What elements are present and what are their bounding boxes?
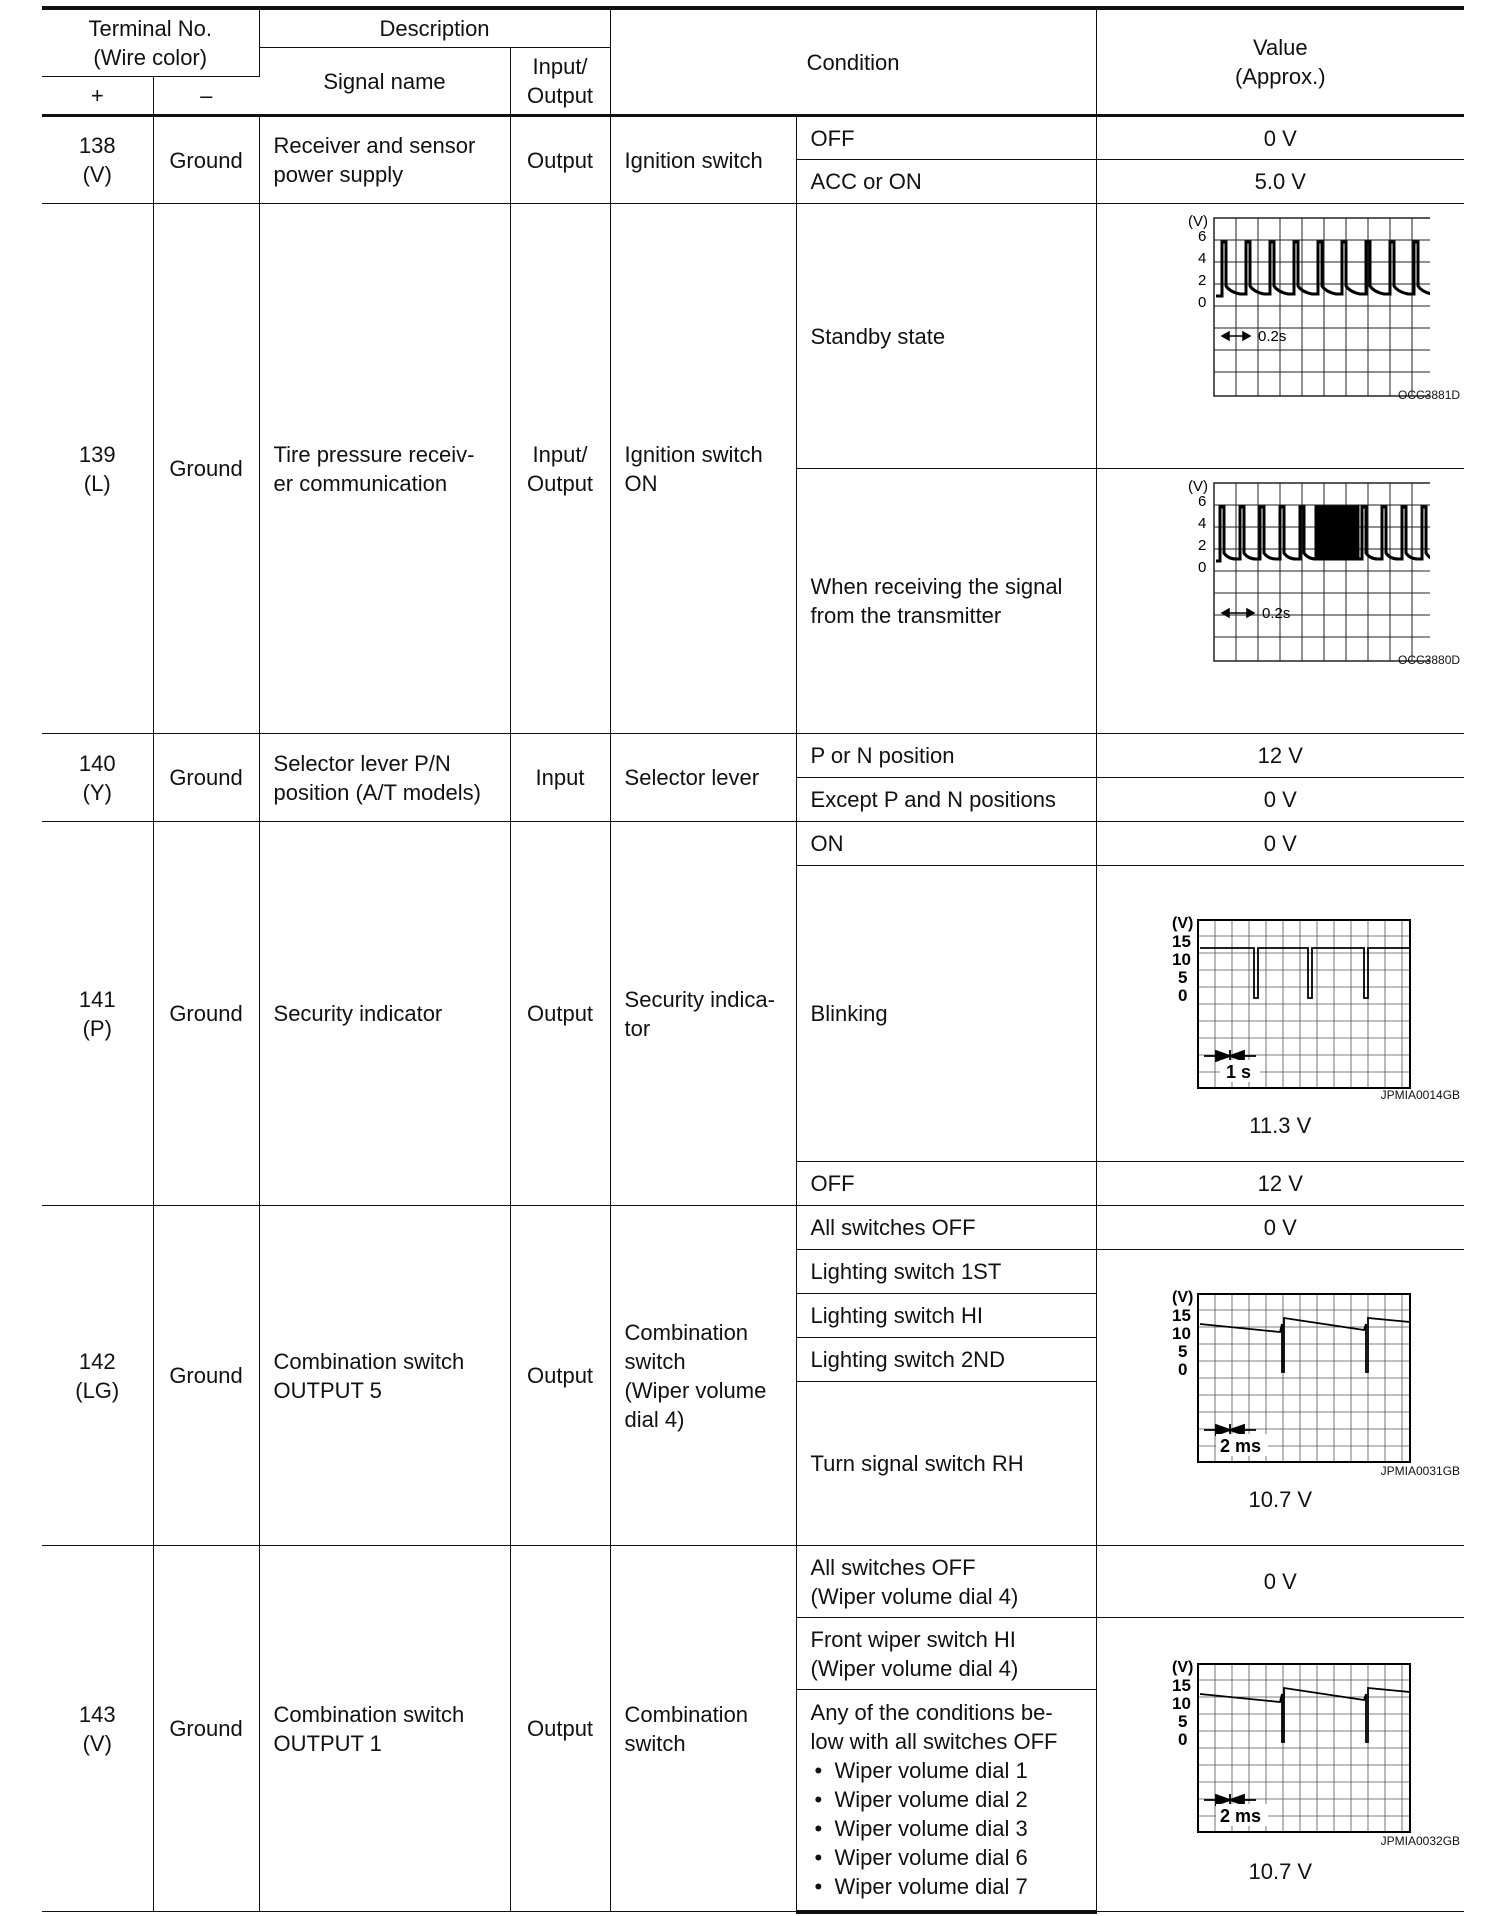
io-cell bbox=[510, 204, 610, 734]
time-division-label: 1 s bbox=[1226, 1062, 1252, 1082]
sub-condition-line-1: Any of the conditions be- bbox=[810, 1700, 1053, 1726]
y-tick-label: 5 bbox=[1178, 968, 1188, 987]
time-division-label: 0.2s bbox=[1262, 605, 1291, 622]
signal-name-cell bbox=[259, 1546, 510, 1912]
terminal-140 bbox=[42, 734, 153, 822]
list-item: • Wiper volume dial 6 bbox=[811, 1843, 1082, 1872]
waveform-value: 11.3 V bbox=[1249, 1113, 1312, 1138]
sub-condition: ACC or ON bbox=[796, 160, 1096, 204]
header-value-label: Value bbox=[1252, 35, 1308, 60]
signal-name-cell bbox=[259, 204, 510, 734]
time-scale-marker bbox=[1222, 609, 1254, 617]
figure-id: OCC3881D bbox=[1398, 388, 1461, 402]
sub-condition bbox=[796, 1618, 1096, 1690]
header-terminal-no bbox=[42, 8, 259, 77]
value-cell: 0 V bbox=[1096, 1206, 1464, 1250]
waveform-cell bbox=[1096, 866, 1464, 1162]
sub-condition: Lighting switch HI bbox=[796, 1294, 1096, 1338]
sub-condition-line-2: low with all switches OFF bbox=[810, 1729, 1058, 1755]
figure-id: JPMIA0014GB bbox=[1380, 1088, 1461, 1102]
y-unit-label: (V) bbox=[1172, 1289, 1194, 1306]
sub-condition: Standby state bbox=[796, 204, 1096, 469]
sub-condition-line-2: from the transmitter bbox=[810, 603, 1002, 628]
y-tick-label: 10 bbox=[1172, 1324, 1192, 1343]
terminal-143 bbox=[42, 1546, 153, 1912]
signal-line-1: Combination switch bbox=[273, 1701, 465, 1727]
condition-line-1: Security indica- bbox=[624, 986, 775, 1012]
condition-line-2: ON bbox=[624, 470, 658, 496]
bullet-list bbox=[811, 1756, 1082, 1901]
condition-line-1: Combination bbox=[624, 1319, 749, 1345]
condition-cell bbox=[610, 1206, 796, 1546]
sub-condition: Lighting switch 2ND bbox=[796, 1338, 1096, 1382]
waveform-output5 bbox=[1130, 1284, 1430, 1474]
y-unit-label: (V) bbox=[1172, 915, 1194, 932]
terminal-number: 139 bbox=[78, 441, 116, 467]
io-cell: Output bbox=[510, 1206, 610, 1546]
y-tick-label: 5 bbox=[1178, 1342, 1188, 1361]
waveform-value: 10.7 V bbox=[1248, 1859, 1313, 1884]
header-wire-color-label: (Wire color) bbox=[93, 45, 208, 70]
waveform-standby bbox=[1130, 208, 1430, 404]
terminal-142 bbox=[42, 1206, 153, 1546]
signal-line-2: OUTPUT 5 bbox=[273, 1377, 382, 1403]
header-approx-label: (Approx.) bbox=[1235, 64, 1326, 89]
value-cell: 5.0 V bbox=[1096, 160, 1464, 204]
figure-id: JPMIA0032GB bbox=[1380, 1834, 1461, 1848]
list-item: • Wiper volume dial 1 bbox=[811, 1756, 1082, 1785]
sub-condition-line-2: (Wiper volume dial 4) bbox=[810, 1583, 1019, 1609]
io-line-1: Input/ bbox=[532, 441, 588, 467]
condition-line-2: switch bbox=[624, 1730, 686, 1756]
condition-cell bbox=[610, 204, 796, 734]
y-tick-label: 0 bbox=[1198, 559, 1207, 576]
y-tick-label: 2 bbox=[1198, 272, 1207, 289]
condition-cell bbox=[610, 822, 796, 1206]
y-unit-label: (V) bbox=[1172, 1659, 1194, 1676]
signal-line-1: Receiver and sensor bbox=[273, 133, 476, 158]
ground-cell: Ground bbox=[153, 116, 259, 204]
terminal-number: 142 bbox=[78, 1348, 116, 1374]
sub-condition bbox=[796, 469, 1096, 734]
signal-trace bbox=[1200, 1688, 1410, 1742]
terminal-138 bbox=[42, 116, 153, 204]
y-tick-label: 5 bbox=[1178, 1712, 1188, 1731]
value-cell: 0 V bbox=[1096, 778, 1464, 822]
time-division-label: 0.2s bbox=[1258, 328, 1287, 345]
waveform-receiving bbox=[1130, 473, 1430, 669]
sub-condition-line-1: When receiving the signal bbox=[810, 574, 1063, 599]
header-io-label-2: Output bbox=[527, 83, 594, 108]
io-cell: Output bbox=[510, 1546, 610, 1912]
header-description: Description bbox=[259, 8, 610, 48]
value-cell: 0 V bbox=[1096, 1546, 1464, 1618]
header-signal-name: Signal name bbox=[259, 48, 510, 116]
sub-condition bbox=[796, 1546, 1096, 1618]
condition-line-3: (Wiper volume bbox=[624, 1377, 767, 1403]
condition-line-2: switch bbox=[624, 1348, 686, 1374]
terminal-number: 138 bbox=[78, 133, 116, 158]
ground-cell: Ground bbox=[153, 822, 259, 1206]
signal-line-2: OUTPUT 1 bbox=[273, 1730, 382, 1756]
wire-color: (Y) bbox=[82, 779, 112, 805]
signal-name-cell: Security indicator bbox=[259, 822, 510, 1206]
y-unit-label: (V) bbox=[1188, 213, 1209, 230]
header-value bbox=[1096, 8, 1464, 116]
io-cell: Output bbox=[510, 822, 610, 1206]
signal-line-1: Selector lever P/N bbox=[273, 750, 451, 776]
waveform-cell bbox=[1096, 204, 1464, 469]
sub-condition-line-1: Front wiper switch HI bbox=[810, 1626, 1016, 1652]
ground-cell: Ground bbox=[153, 1546, 259, 1912]
time-division-label: 2 ms bbox=[1220, 1806, 1262, 1826]
y-unit-label: (V) bbox=[1188, 478, 1209, 495]
signal-trace bbox=[1216, 242, 1430, 296]
y-tick-label: 6 bbox=[1198, 493, 1207, 510]
io-line-2: Output bbox=[527, 470, 594, 496]
figure-id: OCC3880D bbox=[1398, 653, 1461, 667]
sub-condition bbox=[796, 1690, 1096, 1912]
header-io-label-1: Input/ bbox=[532, 54, 588, 79]
y-tick-label: 15 bbox=[1172, 932, 1192, 951]
y-tick-label: 10 bbox=[1172, 950, 1192, 969]
condition-line-2: tor bbox=[624, 1015, 651, 1041]
terminal-139 bbox=[42, 204, 153, 734]
sub-condition-line-2: (Wiper volume dial 4) bbox=[810, 1655, 1019, 1681]
ground-cell: Ground bbox=[153, 204, 259, 734]
wire-color: (LG) bbox=[75, 1377, 120, 1403]
y-tick-label: 10 bbox=[1172, 1694, 1192, 1713]
waveform-cell bbox=[1096, 1618, 1464, 1912]
figure-id: JPMIA0031GB bbox=[1380, 1464, 1461, 1478]
sub-condition: OFF bbox=[796, 116, 1096, 160]
condition-line-4: dial 4) bbox=[624, 1406, 685, 1432]
signal-line-1: Tire pressure receiv- bbox=[273, 441, 475, 467]
sub-condition: OFF bbox=[796, 1162, 1096, 1206]
waveform-cell bbox=[1096, 1250, 1464, 1546]
list-item: • Wiper volume dial 3 bbox=[811, 1814, 1082, 1843]
value-cell: 12 V bbox=[1096, 1162, 1464, 1206]
condition-cell: Selector lever bbox=[610, 734, 796, 822]
signal-name-cell bbox=[259, 116, 510, 204]
header-minus: – bbox=[153, 77, 259, 116]
signal-line-2: er communication bbox=[273, 470, 448, 496]
signal-line-2: position (A/T models) bbox=[273, 779, 481, 805]
signal-trace bbox=[1200, 948, 1410, 998]
wire-color: (V) bbox=[82, 162, 112, 187]
terminal-number: 141 bbox=[78, 986, 116, 1012]
sub-condition: P or N position bbox=[796, 734, 1096, 778]
terminal-table bbox=[42, 6, 1464, 1914]
waveform-blinking bbox=[1130, 910, 1430, 1100]
y-tick-label: 15 bbox=[1172, 1306, 1192, 1325]
y-tick-label: 2 bbox=[1198, 537, 1207, 554]
condition-line-1: Ignition switch bbox=[624, 441, 763, 467]
terminal-number: 140 bbox=[78, 750, 116, 776]
sub-condition-line-1: All switches OFF bbox=[810, 1554, 976, 1580]
waveform-value: 10.7 V bbox=[1248, 1487, 1313, 1512]
terminal-141 bbox=[42, 822, 153, 1206]
y-tick-label: 6 bbox=[1198, 228, 1207, 245]
sub-condition: ON bbox=[796, 822, 1096, 866]
time-division-label: 2 ms bbox=[1220, 1436, 1262, 1456]
wire-color: (V) bbox=[82, 1730, 112, 1756]
sub-condition: All switches OFF bbox=[796, 1206, 1096, 1250]
ground-cell: Ground bbox=[153, 734, 259, 822]
signal-name-cell bbox=[259, 734, 510, 822]
header-condition: Condition bbox=[610, 8, 1096, 116]
sub-condition: Blinking bbox=[796, 866, 1096, 1162]
wire-color: (P) bbox=[82, 1015, 112, 1041]
value-cell: 0 V bbox=[1096, 116, 1464, 160]
y-tick-label: 0 bbox=[1178, 1360, 1188, 1379]
sub-condition: Except P and N positions bbox=[796, 778, 1096, 822]
terminal-spec-document bbox=[42, 6, 1464, 1914]
condition-line-1: Combination bbox=[624, 1701, 749, 1727]
waveform-cell bbox=[1096, 469, 1464, 734]
sub-condition: Lighting switch 1ST bbox=[796, 1250, 1096, 1294]
signal-name-cell bbox=[259, 1206, 510, 1546]
list-item: • Wiper volume dial 7 bbox=[811, 1872, 1082, 1901]
signal-trace bbox=[1216, 507, 1430, 561]
y-tick-label: 4 bbox=[1198, 250, 1207, 267]
io-cell: Input bbox=[510, 734, 610, 822]
y-tick-label: 15 bbox=[1172, 1676, 1192, 1695]
signal-line-1: Combination switch bbox=[273, 1348, 465, 1374]
header-terminal-label: Terminal No. bbox=[88, 16, 212, 41]
condition-cell: Ignition switch bbox=[610, 116, 796, 204]
io-cell: Output bbox=[510, 116, 610, 204]
value-cell: 0 V bbox=[1096, 822, 1464, 866]
ground-cell: Ground bbox=[153, 1206, 259, 1546]
waveform-output1 bbox=[1130, 1654, 1430, 1844]
sub-condition: Turn signal switch RH bbox=[796, 1382, 1096, 1546]
signal-line-2: power supply bbox=[273, 162, 404, 187]
y-tick-label: 0 bbox=[1178, 986, 1188, 1005]
header-input-output bbox=[510, 48, 610, 116]
y-tick-label: 0 bbox=[1198, 294, 1207, 311]
y-tick-label: 0 bbox=[1178, 1730, 1188, 1749]
header-plus: + bbox=[42, 77, 153, 116]
value-cell: 12 V bbox=[1096, 734, 1464, 778]
terminal-number: 143 bbox=[78, 1701, 116, 1727]
wire-color: (L) bbox=[83, 470, 111, 496]
y-tick-label: 4 bbox=[1198, 515, 1207, 532]
list-item: • Wiper volume dial 2 bbox=[811, 1785, 1082, 1814]
signal-trace bbox=[1200, 1318, 1410, 1372]
condition-cell bbox=[610, 1546, 796, 1912]
